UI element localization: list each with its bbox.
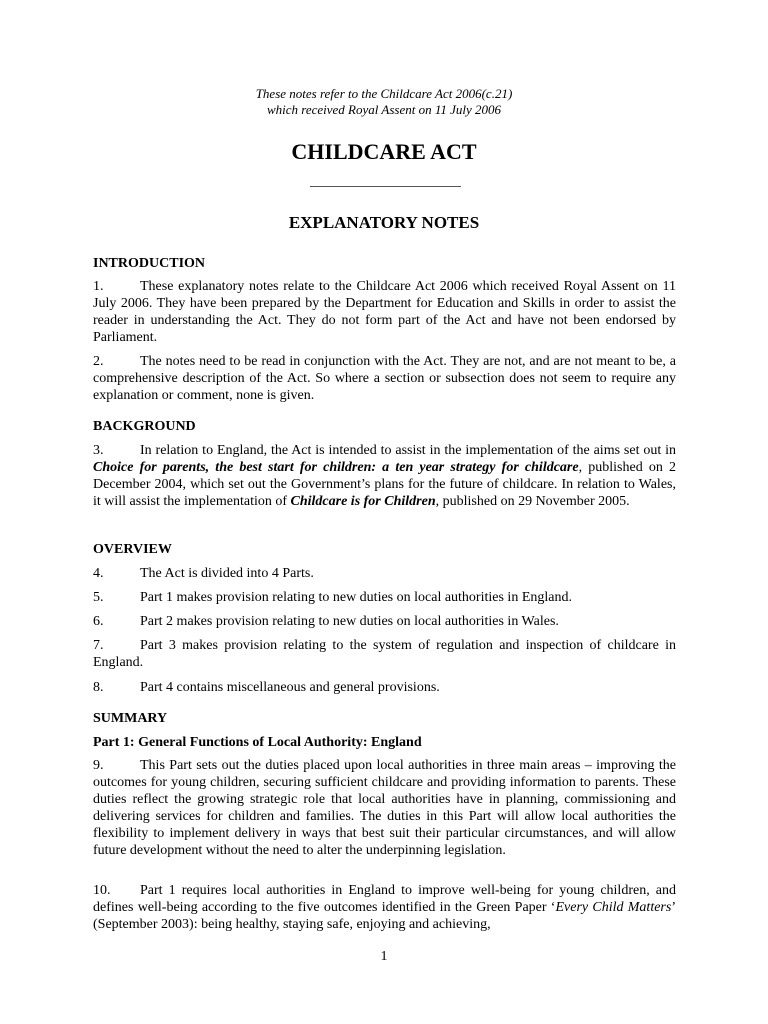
paragraph-number: 6. (93, 614, 104, 629)
paragraph-6 (93, 613, 676, 630)
paragraph-1 (93, 278, 676, 346)
section-heading-background: BACKGROUND (93, 419, 196, 434)
paragraph-3 (93, 442, 676, 510)
paragraph-text: , published on 29 November 2005. (435, 494, 630, 509)
wales-document-title: Childcare is for Children (290, 494, 436, 509)
paragraph-text: Part 1 requires local authorities in England to improve well-being for young children, and defines well-being according to the five outcomes identified in the Green Paper ‘ (93, 883, 676, 915)
title-divider (310, 186, 461, 187)
paragraph-5 (93, 589, 676, 606)
paragraph-10 (93, 882, 676, 933)
header-note-line2: which received Royal Assent on 11 July 2006 (266, 102, 502, 117)
paragraph-number: 7. (93, 638, 104, 653)
paragraph-4 (93, 565, 676, 582)
paragraph-text: This Part sets out the duties placed upon local authorities in three main areas – improving the outcomes for young children, securing sufficient childcare and providing information to parents. These duties reflect the growing strategic role that local authorities have in planning, commissioning and delivering services for children and families. The duties in this Part will allow local authorities the flexibility to implement delivery in ways that best suit their particular circumstances, and will allow future development without the need to alter the underpinning legislation. (93, 758, 676, 858)
paragraph-number: 4. (93, 566, 104, 581)
strategy-document-title: Choice for parents, the best start for children: a ten year strategy for childcare (93, 460, 579, 475)
paragraph-number: 3. (93, 443, 104, 458)
paragraph-text: The notes need to be read in conjunction with the Act. They are not, and are not meant to be, a comprehensive description of the Act. So where a section or subsection does not seem to require any explanation or comment, none is given. (93, 354, 676, 403)
paragraph-2 (93, 353, 676, 404)
paragraph-text: Part 4 contains miscellaneous and general provisions. (140, 680, 440, 695)
paragraph-text: In relation to England, the Act is intended to assist in the implementation of the aims set out in (140, 443, 676, 458)
document-subtitle: EXPLANATORY NOTES (288, 213, 480, 232)
paragraph-text: Part 1 makes provision relating to new duties on local authorities in England. (140, 590, 572, 605)
paragraph-text: , published on 2 December 2004, which set out the Government’s plans for the future of childcare. In relation to Wales, it will assist the implementation of (93, 460, 676, 509)
paragraph-number: 10. (93, 883, 111, 898)
paragraph-number: 2. (93, 354, 104, 369)
paragraph-8 (93, 679, 676, 696)
paragraph-9 (93, 757, 676, 859)
paragraph-text: ’ (September 2003): being healthy, staying safe, enjoying and achieving, (93, 900, 676, 932)
page-number: 1 (380, 949, 388, 964)
subsection-heading-part1: Part 1: General Functions of Local Authority: England (93, 735, 422, 750)
paragraph-text: Part 3 makes provision relating to the system of regulation and inspection of childcare in England. (93, 638, 676, 670)
paragraph-number: 5. (93, 590, 104, 605)
section-heading-summary: SUMMARY (93, 711, 168, 726)
paragraph-text: Part 2 makes provision relating to new duties on local authorities in Wales. (140, 614, 559, 629)
section-heading-introduction: INTRODUCTION (93, 256, 206, 271)
paragraph-number: 1. (93, 279, 104, 294)
green-paper-title: Every Child Matters (555, 900, 672, 915)
document-title: CHILDCARE ACT (291, 139, 477, 164)
section-heading-overview: OVERVIEW (93, 542, 172, 557)
header-note-line1: These notes refer to the Childcare Act 2006(c.21) (255, 86, 513, 101)
paragraph-text: The Act is divided into 4 Parts. (140, 566, 314, 581)
paragraph-text: These explanatory notes relate to the Childcare Act 2006 which received Royal Assent on 11 July 2006. They have been prepared by the Department for Education and Skills in order to assist the reader in understanding the Act. They do not form part of the Act and have not been endorsed by Parliament. (93, 279, 676, 345)
paragraph-7 (93, 637, 676, 671)
paragraph-number: 9. (93, 758, 104, 773)
paragraph-number: 8. (93, 680, 104, 695)
